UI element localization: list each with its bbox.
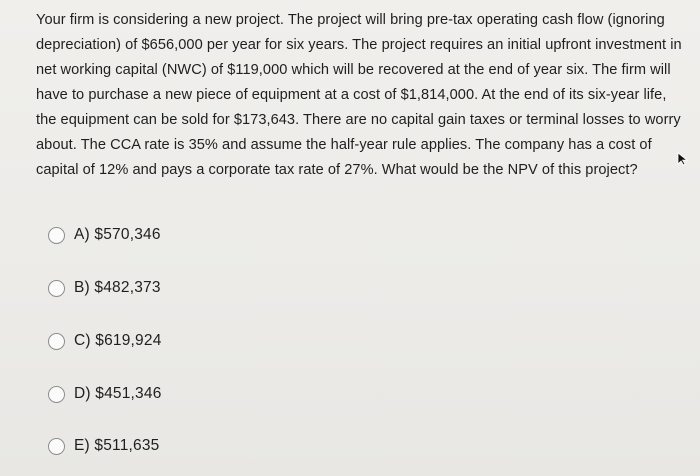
mouse-pointer-icon <box>677 152 689 166</box>
answer-option-e[interactable] <box>48 437 160 455</box>
question-text <box>36 8 686 183</box>
answer-option-b[interactable] <box>48 279 161 297</box>
answer-option-a[interactable] <box>48 226 161 244</box>
radio-button-icon[interactable] <box>48 333 65 350</box>
answer-option-label: C) $619,924 <box>74 332 162 349</box>
radio-button-icon[interactable] <box>48 438 65 455</box>
answer-option-label: D) $451,346 <box>74 385 162 402</box>
question-line: capital of 12% and pays a corporate tax rate of 27%. What would be the NPV of this project? <box>36 162 638 178</box>
answer-option-label: E) $511,635 <box>74 437 160 454</box>
question-line: about. The CCA rate is 35% and assume the half-year rule applies. The company has a cost of <box>36 137 652 153</box>
radio-button-icon[interactable] <box>48 227 65 244</box>
radio-button-icon[interactable] <box>48 280 65 297</box>
question-line: the equipment can be sold for $173,643. There are no capital gain taxes or terminal losses to worry <box>36 112 681 128</box>
answer-option-c[interactable] <box>48 332 162 350</box>
question-line: net working capital (NWC) of $119,000 which will be recovered at the end of year six. The firm will <box>36 62 671 78</box>
answer-option-label: A) $570,346 <box>74 226 161 243</box>
answer-option-d[interactable] <box>48 385 162 403</box>
question-line: have to purchase a new piece of equipment at a cost of $1,814,000. At the end of its six-year life, <box>36 87 667 103</box>
radio-button-icon[interactable] <box>48 386 65 403</box>
question-line: depreciation) of $656,000 per year for six years. The project requires an initial upfront investment in <box>36 37 682 53</box>
answer-option-label: B) $482,373 <box>74 279 161 296</box>
question-line: Your firm is considering a new project. The project will bring pre-tax operating cash flow (ignoring <box>36 12 665 28</box>
